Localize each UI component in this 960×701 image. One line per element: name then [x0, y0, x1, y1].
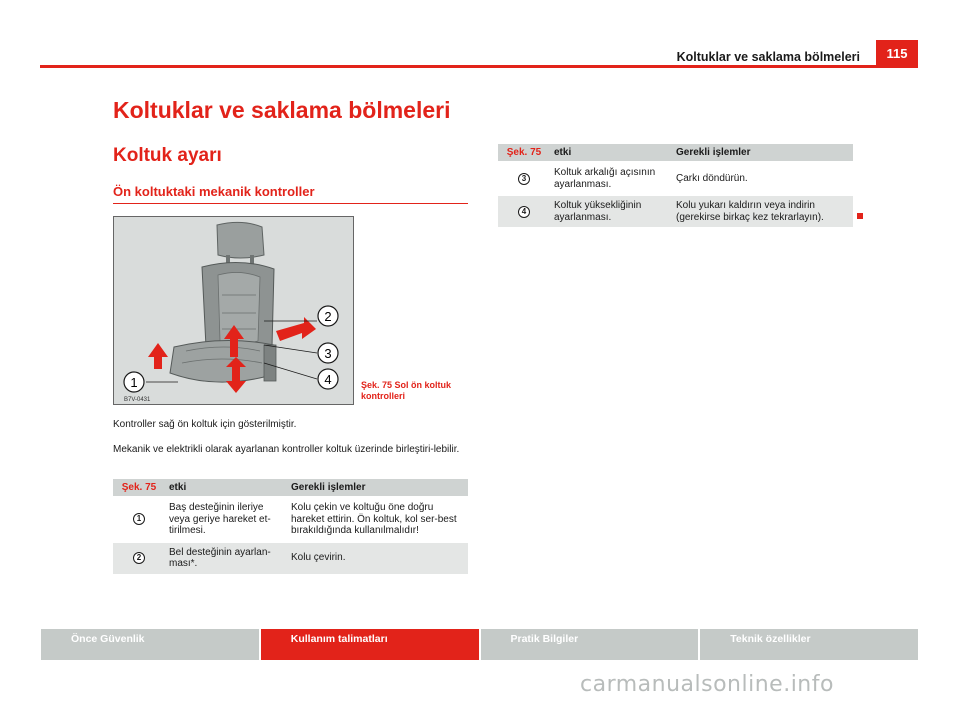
row-effect: Koltuk arkalığı açısının ayarlanması.	[550, 162, 672, 195]
chapter-title: Koltuklar ve saklama bölmeleri	[113, 97, 451, 123]
row-effect: Koltuk yüksekliğinin ayarlanması.	[550, 195, 672, 227]
table-row	[113, 542, 468, 574]
header-rule	[40, 65, 918, 68]
running-header: Koltuklar ve saklama bölmeleri	[676, 50, 860, 64]
table-row	[498, 162, 853, 195]
controls-table-right	[498, 144, 853, 227]
figure-code: B7V-0431	[124, 397, 151, 403]
controls-table-left	[113, 479, 468, 574]
footer-tab-technical[interactable]: Teknik özellikler	[700, 629, 918, 660]
col-header-effect: etki	[550, 144, 672, 162]
headrest-shape	[217, 222, 264, 258]
col-header-action: Gerekli işlemler	[672, 144, 853, 162]
footer-tab-operation[interactable]: Kullanım talimatları	[261, 629, 479, 660]
page-number: 115	[876, 40, 918, 66]
section-end-marker	[857, 213, 863, 219]
callout-2: 2	[324, 309, 332, 324]
footer-tab-safety[interactable]: Önce Güvenlik	[41, 629, 259, 660]
row-action: Kolu yukarı kaldırın veya indirin (gerekirse birkaç kez tekrarlayın).	[672, 195, 853, 227]
row-action: Çarkı döndürün.	[672, 162, 853, 195]
figure-caption: Şek. 75 Sol ön koltuk kontrolleri	[361, 380, 452, 401]
callout-1: 1	[130, 375, 138, 390]
row-number: 1	[133, 513, 145, 525]
section-title: Koltuk ayarı	[113, 145, 222, 166]
paragraph-1: Kontroller sağ ön koltuk için gösterilmiştir.	[113, 419, 297, 430]
seat-figure	[113, 216, 354, 405]
col-header-figure: Şek. 75	[113, 479, 165, 497]
row-effect: Bel desteğinin ayarlan-ması*.	[165, 542, 287, 574]
col-header-action: Gerekli işlemler	[287, 479, 468, 497]
table-row	[113, 497, 468, 542]
row-action: Kolu çekin ve koltuğu öne doğru hareket ettirin. Ön koltuk, kol ser-best bırakıldığında kullanılmalıdır!	[287, 497, 468, 542]
callout-4: 4	[324, 372, 332, 387]
row-number: 2	[133, 552, 145, 564]
col-header-effect: etki	[165, 479, 287, 497]
row-effect: Baş desteğinin ileriye veya geriye hareket et-tirilmesi.	[165, 497, 287, 542]
table-row	[498, 195, 853, 227]
subsection-rule	[113, 203, 468, 204]
row-number: 4	[518, 206, 530, 218]
watermark-text: carmanualsonline.info	[580, 672, 834, 697]
row-number: 3	[518, 173, 530, 185]
paragraph-2: Mekanik ve elektrikli olarak ayarlanan kontroller koltuk üzerinde birleştiri-lebilir.	[113, 444, 460, 455]
row-action: Kolu çevirin.	[287, 542, 468, 574]
footer-nav	[41, 629, 918, 660]
footer-tab-practical[interactable]: Pratik Bilgiler	[481, 629, 699, 660]
callout-3: 3	[324, 346, 332, 361]
seat-illustration	[114, 217, 354, 405]
col-header-figure: Şek. 75	[498, 144, 550, 162]
subsection-title: Ön koltuktaki mekanik kontroller	[113, 184, 315, 199]
